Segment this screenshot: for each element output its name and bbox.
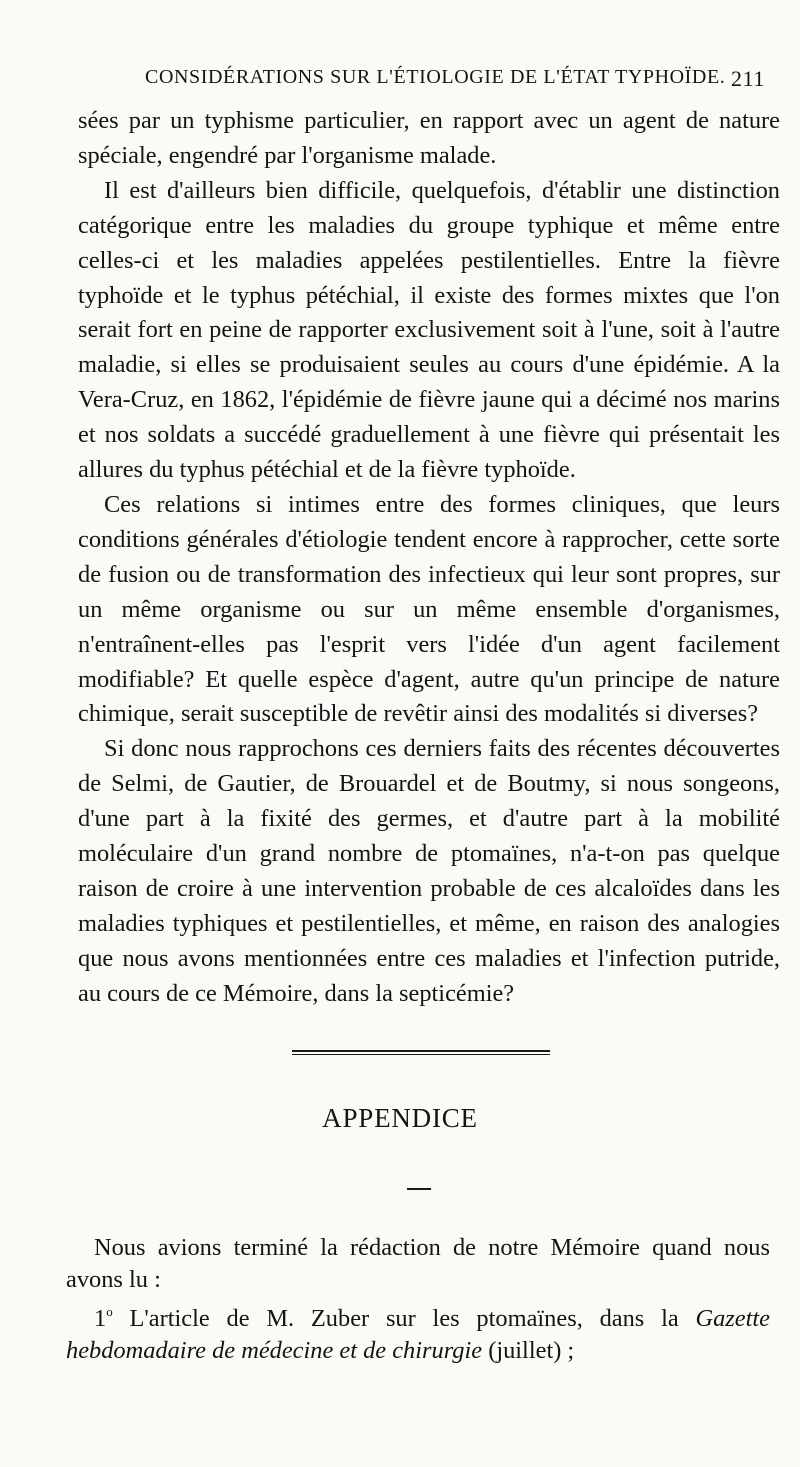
item-end: (juillet) ;: [482, 1337, 575, 1364]
paragraph: Ces relations si intimes entre des formes cliniques, que leurs conditions générales d'étiologie tendent encore à rapprocher, cette sorte de fusion ou de transformation des infectieux qui leur sont propres, sur un même organisme ou sur un même ensemble d'organismes, n'entraînent-elles pas l'esprit vers l'idée d'un agent facilement modifiable? Et quelle espèce d'agent, autre qu'un principe de nature chimique, serait susceptible de revêtir ainsi des modalités si diverses?: [78, 490, 780, 728]
running-header: [145, 62, 765, 96]
page-number: 211: [731, 66, 765, 91]
paragraph: Il est d'ailleurs bien difficile, quelquefois, d'établir une distinction catégorique entre les maladies du groupe typhique et même entre celles-ci et les maladies appelées pestilentielles. Entre la fièvre typhoïde et le typhus pétéchial, il existe des formes mixtes que l'on serait fort en peine de rapporter exclusivement soit à l'une, soit à l'autre maladie, si elles se produisaient seules au cours d'une épidémie. A la Vera-Cruz, en 1862, l'épidémie de fièvre jaune qui a décimé nos marins et nos soldats a succédé graduellement à une fièvre qui présentait les allures du typhus pétéchial et de la fièvre typhoïde.: [78, 176, 780, 484]
appendix-item-1: [66, 1296, 770, 1367]
appendix-intro: Nous avions terminé la rédaction de notre Mémoire quand nous avons lu :: [66, 1234, 770, 1293]
section-divider: [292, 1050, 550, 1055]
paragraph: sées par un typhisme particulier, en rapport avec un agent de nature spéciale, engendré par l'organisme malade.: [78, 107, 780, 169]
appendix-text: [66, 1232, 770, 1367]
item-superscript: o: [106, 1304, 113, 1319]
item-number: 1: [94, 1305, 107, 1332]
appendix-heading: APPENDICE: [322, 1103, 478, 1133]
main-text: [78, 104, 780, 1012]
journal-title: Gazette hebdomadaire de médecine et de chirurgie: [66, 1305, 770, 1364]
item-text: L'article de M. Zuber sur les ptomaïnes, dans la: [112, 1305, 696, 1332]
paragraph: Si donc nous rapprochons ces derniers faits des récentes découvertes de Selmi, de Gautier, de Brouardel et de Boutmy, si nous songeons, d'une part à la fixité des germes, et d'autre part à la mobilité moléculaire d'un grand nombre de ptomaïnes, n'a-t-on pas quelque raison de croire à une intervention probable de ces alcaloïdes dans les maladies typhiques et pestilentielles, et même, en raison des analogies que nous avons mentionnées entre ces maladies et l'infection putride, au cours de ce Mémoire, dans la septicémie?: [78, 735, 780, 1007]
heading-dash: [407, 1188, 431, 1190]
running-title: CONSIDÉRATIONS SUR L'ÉTIOLOGIE DE L'ÉTAT TYPHOÏDE.: [145, 66, 726, 88]
